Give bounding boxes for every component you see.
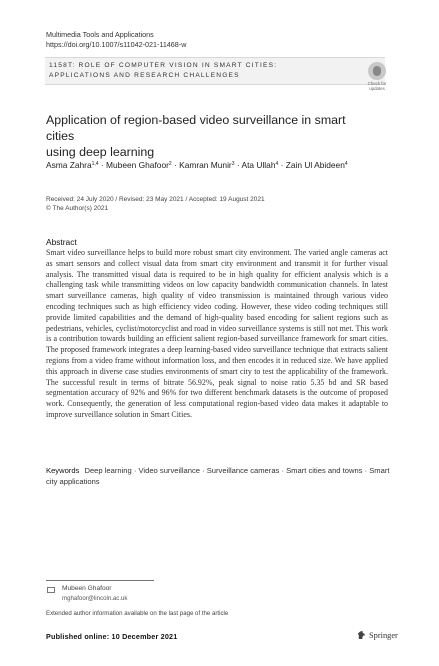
author-affiliation: 4	[344, 161, 348, 167]
keywords	[46, 465, 391, 487]
footnote-divider	[46, 580, 154, 581]
section-title-line1: 1158T: ROLE OF COMPUTER VISION IN SMART CITIES:	[49, 62, 278, 69]
keywords-label: Keywords	[46, 466, 80, 475]
author-affiliation: 1,4	[91, 161, 99, 167]
journal-name: Multimedia Tools and Applications	[46, 30, 154, 39]
section-title	[49, 61, 349, 81]
author-affiliation: 4	[275, 161, 279, 167]
crossmark-icon	[368, 62, 386, 80]
article-title-line1: Application of region-based video surveillance in smart cities	[46, 113, 346, 143]
check-for-updates-badge[interactable]	[364, 62, 390, 92]
author-separator: ·	[280, 160, 284, 170]
author-name[interactable]: Kamran Munir	[179, 160, 232, 170]
article-dates	[46, 195, 386, 213]
author-separator: ·	[174, 160, 177, 170]
copyright-notice: © The Author(s) 2021	[46, 205, 109, 212]
corresponding-author-email[interactable]: mghafoor@lincoln.ac.uk	[62, 595, 128, 602]
journal-doi-link[interactable]: https://doi.org/10.1007/s11042-021-11468-w	[46, 40, 187, 49]
extended-author-info: Extended author information available on the last page of the article	[46, 610, 229, 617]
abstract-text: Smart video surveillance helps to build more robust smart city environment. The varied angle cameras act as smart sensors and collect visual data from smart city environment and transmit it for further visual analysis. The transmitted visual data is required to be in high quality for efficient analysis which is a challenging task while transmitting videos on low capacity bandwidth communication channels. In latest smart surveillance cameras, high quality of video transmission is maintained through various video encoding techniques such as high efficiency video coding. However, these video coding techniques still provide limited capabilities and the demand of high-quality based encoding for salient regions such as pedestrians, vehicles, cyclist/motorcyclist and road in video surveillance systems is still not met. This work is a contribution towards building an efficient salient region-based surveillance framework for smart cities. The proposed framework integrates a deep learning-based video surveillance technique that extracts salient regions from a video frame without information loss, and then encodes it in reduced size. We have applied this approach in diverse case studies environments of smart city to test the applicability of the framework. The successful result in terms of bitrate 56.92%, peak signal to noise ratio 5.35 bd and SR based segmentation accuracy of 92% and 96% for two different benchmark datasets is the outcome of proposed work. Consequently, the generation of less computational region-based video data makes it adaptable to improve surveillance solution in Smart Cities.	[46, 248, 388, 419]
author-affiliation: 3	[231, 161, 235, 167]
check-for-updates-label: Check for updates	[367, 81, 387, 91]
article-title-line2: using deep learning	[46, 145, 155, 159]
abstract-heading: Abstract	[46, 237, 77, 247]
author-name[interactable]: Zain Ul Abideen	[285, 160, 345, 170]
corresponding-author-name: Mubeen Ghafoor	[62, 585, 112, 592]
envelope-icon	[47, 587, 55, 593]
author-name[interactable]: Mubeen Ghafoor	[106, 160, 169, 170]
section-banner	[45, 57, 385, 85]
author-name[interactable]: Asma Zahra	[46, 160, 92, 170]
author-separator: ·	[236, 160, 240, 170]
publisher-logo	[357, 630, 398, 640]
published-online-date: Published online: 10 December 2021	[46, 632, 178, 641]
section-title-line2: APPLICATIONS AND RESEARCH CHALLENGES	[49, 72, 240, 79]
keywords-list: Deep learning · Video surveillance · Surveillance cameras · Smart cities and towns · Smart city applications	[46, 466, 390, 486]
publisher-name: Springer	[369, 630, 398, 640]
author-list	[46, 160, 406, 170]
author-name[interactable]: Ata Ullah	[241, 160, 276, 170]
springer-horse-icon	[357, 630, 366, 640]
history-dates: Received: 24 July 2020 / Revised: 23 May 2021 / Accepted: 19 August 2021	[46, 196, 265, 203]
article-title	[46, 112, 346, 160]
author-affiliation: 2	[168, 161, 172, 167]
author-separator: ·	[100, 160, 104, 170]
